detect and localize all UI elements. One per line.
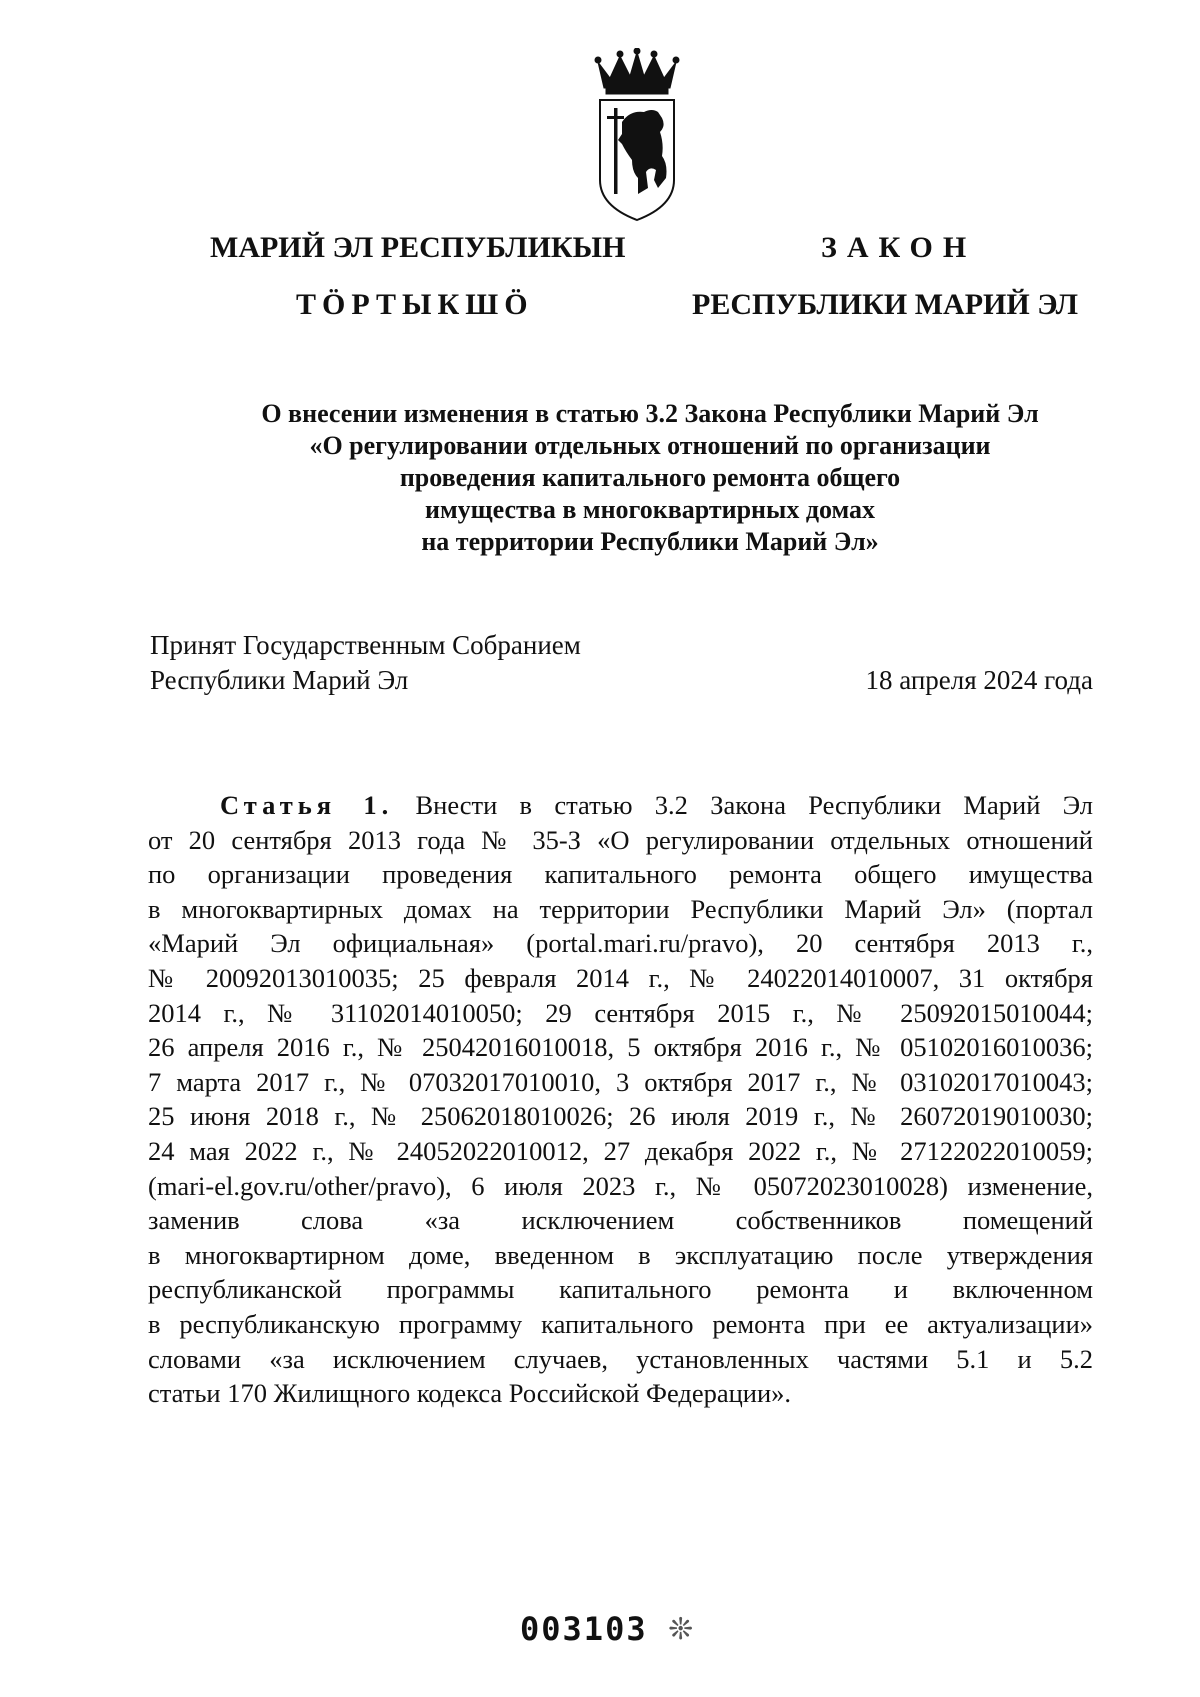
serial-number: 003103	[520, 1610, 648, 1648]
article-line: в многоквартирных домах на территории Республики Марий Эл» (портал	[148, 893, 1093, 924]
article-line: словами «за исключением случаев, установленных частями 5.1 и 5.2	[148, 1343, 1093, 1374]
article-line: в многоквартирном доме, введенном в эксплуатацию после утверждения	[148, 1239, 1093, 1270]
header-right-line1: ЗАКОН	[821, 231, 977, 264]
article-1	[148, 788, 1093, 1411]
header-right-line2: РЕСПУБЛИКИ МАРИЙ ЭЛ	[692, 288, 1079, 321]
header-left-line1: МАРИЙ ЭЛ РЕСПУБЛИКЫН	[210, 231, 626, 264]
article-line: в республиканскую программу капитального ремонта при ее актуализации»	[148, 1308, 1093, 1339]
title-line: «О регулировании отдельных отношений по организации	[309, 431, 991, 460]
title-line: проведения капитального ремонта общего	[399, 463, 901, 492]
article-line: 2014 г., № 31102014010050; 29 сентября 2015 г., № 25092015010044;	[148, 997, 1093, 1028]
adopted-by	[150, 628, 581, 698]
article-line: «Марий Эл официальная» (portal.mari.ru/pravo), 20 сентября 2013 г.,	[148, 928, 1093, 959]
article-line: 7 марта 2017 г., № 07032017010010, 3 октября 2017 г., № 03102017010043;	[148, 1066, 1093, 1097]
article-line: статьи 170 Жилищного кодекса Российской Федерации».	[148, 1378, 792, 1409]
title-line: имущества в многоквартирных домах	[424, 495, 876, 524]
article-line: (mari-el.gov.ru/other/pravo), 6 июля 2023 г., № 05072023010028) изменение,	[148, 1170, 1093, 1201]
coat-of-arms-bear-icon	[592, 48, 682, 224]
article-line-text: Внести в статью 3.2 Закона Республики Марий Эл	[415, 790, 1094, 820]
adopted-line2: Республики Марий Эл	[150, 665, 409, 695]
header-left-line2: ТӦРТЫКШӦ	[296, 288, 534, 321]
title-line: на территории Республики Марий Эл»	[421, 527, 879, 556]
article-line: от 20 сентября 2013 года № 35-З «О регулировании отдельных отношений	[148, 824, 1093, 855]
article-line: 26 апреля 2016 г., № 25042016010018, 5 октября 2016 г., № 05102016010036;	[148, 1032, 1093, 1063]
law-title	[150, 398, 1150, 558]
article-label: Статья 1.	[220, 790, 394, 820]
serial-mark-icon: ❊	[668, 1612, 694, 1647]
adopted-line1: Принят Государственным Собранием	[150, 630, 581, 660]
article-line: 25 июня 2018 г., № 25062018010026; 26 июля 2019 г., № 26072019010030;	[148, 1101, 1093, 1132]
article-line: № 20092013010035; 25 февраля 2014 г., № 24022014010007, 31 октября	[148, 962, 1093, 993]
article-line: 24 мая 2022 г., № 24052022010012, 27 декабря 2022 г., № 27122022010059;	[148, 1135, 1093, 1166]
adoption-date: 18 апреля 2024 года	[865, 665, 1093, 695]
article-line: по организации проведения капитального ремонта общего имущества	[148, 859, 1093, 890]
article-line: республиканской программы капитального ремонта и включенном	[148, 1274, 1093, 1305]
title-line: О внесении изменения в статью 3.2 Закона Республики Марий Эл	[261, 399, 1039, 428]
article-line: заменив слова «за исключением собственников помещений	[148, 1205, 1093, 1236]
article-line	[148, 788, 1093, 823]
